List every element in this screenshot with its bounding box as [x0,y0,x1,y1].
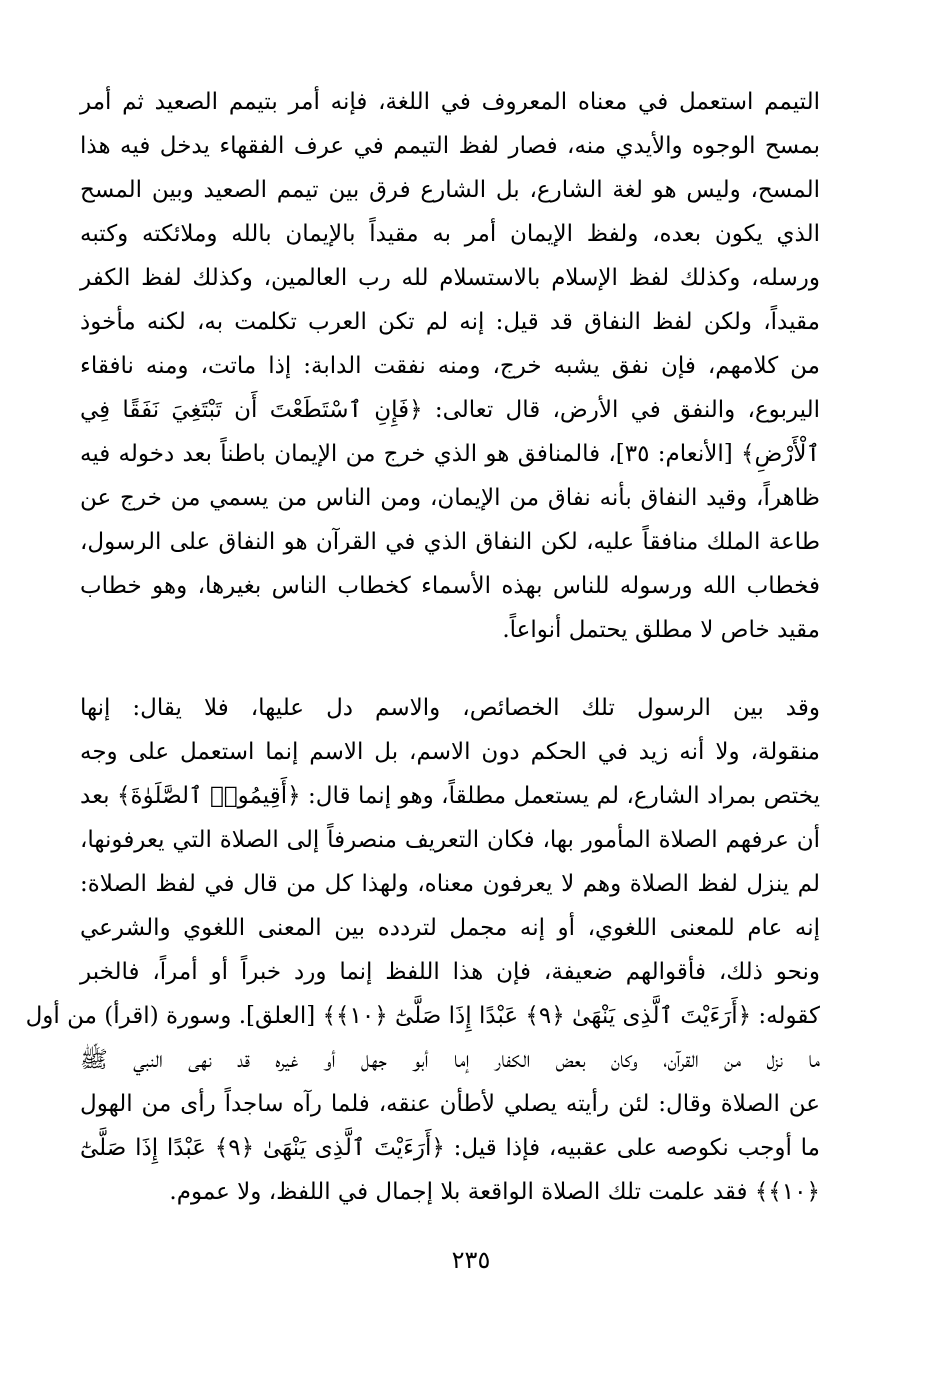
page-number: ٢٣٥ [451,1246,491,1274]
text-line: كقوله: ﴿أَرَءَيْتَ ٱلَّذِى يَنْهَىٰ ﴿٩﴾ عَبْدًا إِذَا صَلَّىٰٓ ﴿١٠﴾﴾ [العلق]. وسورة (اقرأ) من أول [25,1003,820,1029]
text-line: ما أوجب نكوصه على عقبيه، فإذا قيل: ﴿أَرَءَيْتَ ٱلَّذِى يَنْهَىٰ ﴿٩﴾ عَبْدًا إِذَا صَلَّىٰٓ [80,1135,820,1161]
text-line: ٱلْأَرْضِ﴾ [الأنعام: ٣٥]، فالمنافق هو الذي خرج من الإيمان باطناً بعد دخوله فيه [80,441,820,467]
text-line-last: ﴿١٠﴾﴾ فقد علمت تلك الصلاة الواقعة بلا إجمال في اللفظ، ولا عموم. [169,1179,820,1205]
text-line: ظاهراً، وقيد النفاق بأنه نفاق من الإيمان، ومن الناس من يسمي من خرج عن [80,485,820,511]
paragraph-2 [25,686,820,1214]
text-line: الذي يكون بعده، ولفظ الإيمان أمر به مقيداً بالإيمان بالله وملائكته وكتبه [80,221,820,247]
text-line: إنه عام للمعنى اللغوي، أو إنه مجمل لتردده بين المعنى اللغوي والشرعي [80,915,820,941]
text-line: ونحو ذلك، فأقوالهم ضعيفة، فإن هذا اللفظ إنما ورد خبراً أو أمراً، فالخبر [80,959,820,985]
text-line: اليربوع، والنفق في الأرض، قال تعالى: ﴿فَإِنِ ٱسْتَطَعْتَ أَن تَبْتَغِيَ نَفَقًا فِي [80,397,820,423]
text-line: فخطاب الله ورسوله للناس بهذه الأسماء كخطاب الناس بغيرها، وهو خطاب [80,573,820,599]
text-line: أن عرفهم الصلاة المأمور بها، فكان التعريف منصرفاً إلى الصلاة التي يعرفونها، [80,827,820,853]
text-line-last: مقيد خاص لا مطلق يحتمل أنواعاً. [502,617,820,643]
text-line: المسح، وليس هو لغة الشارع، بل الشارع فرق بين تيمم الصعيد وبين المسح [80,177,820,203]
text-line: ورسله، وكذلك لفظ الإسلام بالاستسلام لله رب العالمين، وكذلك لفظ الكفر [80,265,820,291]
text-line: طاعة الملك منافقاً عليه، لكن النفاق الذي في القرآن هو النفاق على الرسول، [80,529,820,555]
paragraph-1 [80,80,820,652]
text-line: يختص بمراد الشارع، لم يستعمل مطلقاً، وهو إنما قال: ﴿أَقِيمُوا۟ ٱلصَّلَوٰةَ﴾ بعد [80,783,820,809]
text-line: عن الصلاة وقال: لئن رأيته يصلي لأطأن عنقه، فلما رآه ساجداً رأى من الهول [80,1091,820,1117]
text-line: لم ينزل لفظ الصلاة وهم لا يعرفون معناه، ولهذا كل من قال في لفظ الصلاة: [80,871,820,897]
text-line: مقيداً، ولكن لفظ النفاق قد قيل: إنه لم تكن العرب تكلمت به، لكنه مأخوذ [80,309,820,335]
text-line: بمسح الوجوه والأيدي منه، فصار لفظ التيمم في عرف الفقهاء يدخل فيه هذا [80,133,820,159]
text-line: وقد بين الرسول تلك الخصائص، والاسم دل عليها، فلا يقال: إنها [80,695,820,721]
text-line: من كلامهم، فإن نفق يشبه خرج، ومنه نفقت الدابة: إذا ماتت، ومنه نافقاء [80,353,820,379]
text-line: منقولة، ولا أنه زيد في الحكم دون الاسم، بل الاسم إنما استعمل على وجه [80,739,820,765]
text-line: ما نزل من القرآن، وكان بعض الكفار إما أبو جهل أو غيره قد نهى النبي ﷺ [80,1047,820,1073]
text-line: التيمم استعمل في معناه المعروف في اللغة، فإنه أمر بتيمم الصعيد ثم أمر [80,89,820,115]
